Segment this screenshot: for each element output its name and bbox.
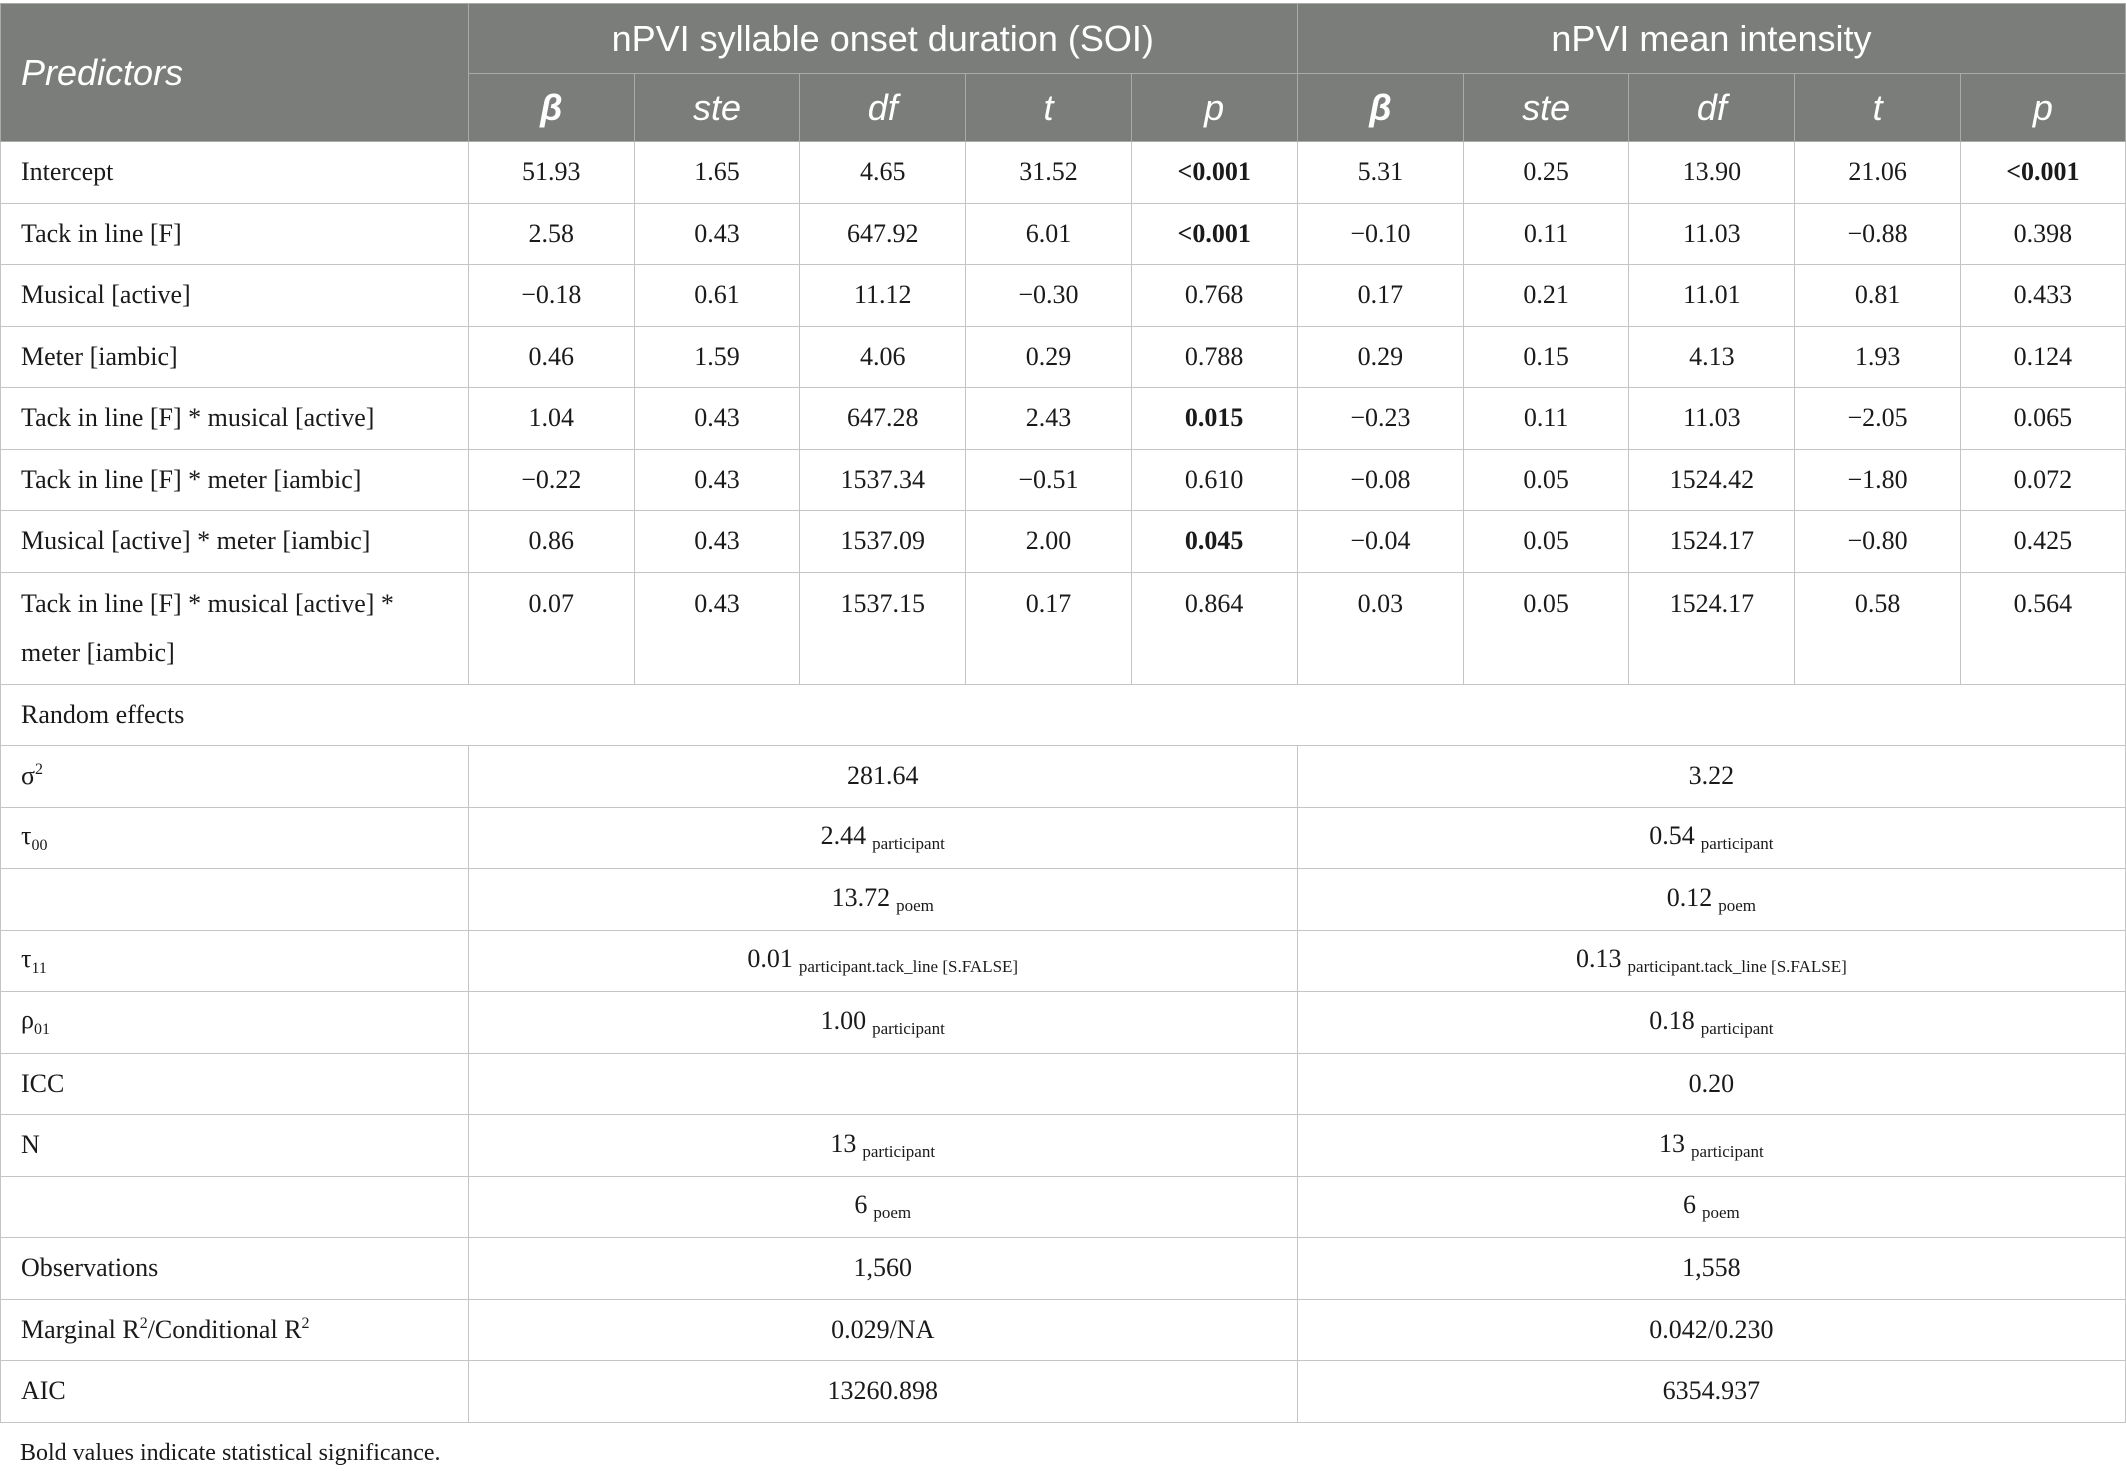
row-label: Tack in line [F]: [1, 203, 469, 265]
cell: −0.30: [966, 265, 1131, 327]
cell: 0.425: [1960, 511, 2125, 573]
row-label: Tack in line [F] * meter [iambic]: [1, 449, 469, 511]
cell: 0.46: [468, 326, 634, 388]
cell: 0.18 $_{participant}$: [1297, 992, 2125, 1054]
cell: 0.610: [1131, 449, 1297, 511]
row-label: $\rho_{01}$: [1, 992, 469, 1054]
cell: 0.398: [1960, 203, 2125, 265]
cell-significant: 0.045: [1131, 511, 1297, 573]
row-label: $\tau_{00}$: [1, 807, 469, 869]
group-header-soi: nPVI syllable onset duration (SOI): [468, 4, 1297, 74]
table-row: [1, 572, 2126, 684]
group-header-intensity: nPVI mean intensity: [1297, 4, 2125, 74]
row-label: AIC: [1, 1361, 469, 1423]
cell: 0.43: [634, 572, 799, 684]
cell-significant: <0.001: [1960, 142, 2125, 204]
cell: 11.03: [1629, 203, 1795, 265]
col-beta-left: β: [468, 74, 634, 142]
sigma2-row: [1, 746, 2126, 808]
col-beta-right: β: [1297, 74, 1463, 142]
cell: 0.07: [468, 572, 634, 684]
row-label: Observations: [1, 1238, 469, 1300]
row-label: Intercept: [1, 142, 469, 204]
cell: 6354.937: [1297, 1361, 2125, 1423]
cell: 1.00 $_{participant}$: [468, 992, 1297, 1054]
icc-row: [1, 1053, 2126, 1115]
results-table: [0, 3, 2126, 1423]
row-label: ICC: [1, 1053, 469, 1115]
section-row: [1, 684, 2126, 746]
cell: 1,560: [468, 1238, 1297, 1300]
cell: 0.15: [1464, 326, 1629, 388]
cell: 51.93: [468, 142, 634, 204]
cell: 0.25: [1464, 142, 1629, 204]
table-footnote: Bold values indicate statistical significance.: [20, 1440, 441, 1466]
cell: −0.23: [1297, 388, 1463, 450]
table-row: [1, 449, 2126, 511]
cell: 0.17: [966, 572, 1131, 684]
cell: 0.21: [1464, 265, 1629, 327]
cell: 0.86: [468, 511, 634, 573]
cell: 1.04: [468, 388, 634, 450]
cell: 11.12: [800, 265, 966, 327]
cell: 647.92: [800, 203, 966, 265]
cell: 1524.42: [1629, 449, 1795, 511]
cell: 0.43: [634, 388, 799, 450]
aic-row: [1, 1361, 2126, 1423]
tau00-row: [1, 807, 2126, 869]
cell: 0.29: [1297, 326, 1463, 388]
cell: 0.11: [1464, 203, 1629, 265]
row-label: Musical [active]: [1, 265, 469, 327]
cell: 2.00: [966, 511, 1131, 573]
cell: 4.06: [800, 326, 966, 388]
table-row: [1, 326, 2126, 388]
col-t-right: t: [1795, 74, 1960, 142]
row-label: Tack in line [F] * musical [active]: [1, 388, 469, 450]
cell: −0.08: [1297, 449, 1463, 511]
cell: 0.01 $_{participant.tack\_line [S.FALSE]}$: [468, 930, 1297, 992]
cell-significant: <0.001: [1131, 203, 1297, 265]
cell: 0.864: [1131, 572, 1297, 684]
row-label: [1, 1176, 469, 1238]
cell: 1537.09: [800, 511, 966, 573]
cell: 0.58: [1795, 572, 1960, 684]
col-p-right: p: [1960, 74, 2125, 142]
col-t-left: t: [966, 74, 1131, 142]
col-df-left: df: [800, 74, 966, 142]
cell: 13 $_{participant}$: [1297, 1115, 2125, 1177]
table-row: [1, 203, 2126, 265]
row-label: [1, 869, 469, 931]
cell: 0.029/NA: [468, 1299, 1297, 1361]
cell: 647.28: [800, 388, 966, 450]
cell: 0.43: [634, 203, 799, 265]
cell: 0.788: [1131, 326, 1297, 388]
cell: −0.22: [468, 449, 634, 511]
cell: 0.54 $_{participant}$: [1297, 807, 2125, 869]
row-label: Tack in line [F] * musical [active] * meter [iambic]: [1, 572, 469, 684]
cell: 2.44 $_{participant}$: [468, 807, 1297, 869]
cell: 0.065: [1960, 388, 2125, 450]
cell: 0.13 $_{participant.tack\_line [S.FALSE]}$: [1297, 930, 2125, 992]
cell: 0.03: [1297, 572, 1463, 684]
cell: −0.10: [1297, 203, 1463, 265]
cell: 6.01: [966, 203, 1131, 265]
cell: 0.042/0.230: [1297, 1299, 2125, 1361]
cell: 0.05: [1464, 511, 1629, 573]
cell: 1.65: [634, 142, 799, 204]
cell: 1,558: [1297, 1238, 2125, 1300]
tau11-row: [1, 930, 2126, 992]
cell: 0.43: [634, 449, 799, 511]
row-label: $\tau_{11}$: [1, 930, 469, 992]
row-label: $\sigma^2$: [1, 746, 469, 808]
cell: 0.29: [966, 326, 1131, 388]
cell: −0.88: [1795, 203, 1960, 265]
cell: 0.072: [1960, 449, 2125, 511]
cell: 0.05: [1464, 449, 1629, 511]
cell: 0.05: [1464, 572, 1629, 684]
cell: 6 $_{poem}$: [1297, 1176, 2125, 1238]
n-poem-row: [1, 1176, 2126, 1238]
random-effects-label: Random effects: [1, 684, 2126, 746]
cell: 281.64: [468, 746, 1297, 808]
rho01-row: [1, 992, 2126, 1054]
table-row: [1, 388, 2126, 450]
row-label: N: [1, 1115, 469, 1177]
cell: 2.58: [468, 203, 634, 265]
cell: 0.12 $_{poem}$: [1297, 869, 2125, 931]
cell: 0.768: [1131, 265, 1297, 327]
cell: 1537.15: [800, 572, 966, 684]
cell: 13 $_{participant}$: [468, 1115, 1297, 1177]
cell: 0.20: [1297, 1053, 2125, 1115]
cell: 2.43: [966, 388, 1131, 450]
col-p-left: p: [1131, 74, 1297, 142]
cell: −0.04: [1297, 511, 1463, 573]
col-ste-right: ste: [1464, 74, 1629, 142]
cell: 0.433: [1960, 265, 2125, 327]
cell: 13.90: [1629, 142, 1795, 204]
cell: 0.43: [634, 511, 799, 573]
cell: 0.61: [634, 265, 799, 327]
cell: 1524.17: [1629, 511, 1795, 573]
row-label: Musical [active] * meter [iambic]: [1, 511, 469, 573]
cell: 1.93: [1795, 326, 1960, 388]
cell: 0.124: [1960, 326, 2125, 388]
cell: −0.80: [1795, 511, 1960, 573]
col-df-right: df: [1629, 74, 1795, 142]
cell: 0.564: [1960, 572, 2125, 684]
table-row: [1, 511, 2126, 573]
row-label: Marginal $R^2$/Conditional $R^2$: [1, 1299, 469, 1361]
cell: −1.80: [1795, 449, 1960, 511]
cell: 13.72 $_{poem}$: [468, 869, 1297, 931]
cell: 0.11: [1464, 388, 1629, 450]
n-row: [1, 1115, 2126, 1177]
cell: 31.52: [966, 142, 1131, 204]
table-row: [1, 142, 2126, 204]
cell: −2.05: [1795, 388, 1960, 450]
cell: 11.03: [1629, 388, 1795, 450]
cell: 5.31: [1297, 142, 1463, 204]
predictors-header: Predictors: [1, 4, 469, 142]
cell: 1.59: [634, 326, 799, 388]
cell: 6 $_{poem}$: [468, 1176, 1297, 1238]
cell: 3.22: [1297, 746, 2125, 808]
cell: 4.13: [1629, 326, 1795, 388]
table-row: [1, 265, 2126, 327]
cell-significant: <0.001: [1131, 142, 1297, 204]
col-ste-left: ste: [634, 74, 799, 142]
cell: 4.65: [800, 142, 966, 204]
r2-row: [1, 1299, 2126, 1361]
observations-row: [1, 1238, 2126, 1300]
cell: 1537.34: [800, 449, 966, 511]
cell: 0.81: [1795, 265, 1960, 327]
cell: 21.06: [1795, 142, 1960, 204]
cell-significant: 0.015: [1131, 388, 1297, 450]
cell: 11.01: [1629, 265, 1795, 327]
cell: 1524.17: [1629, 572, 1795, 684]
cell: −0.51: [966, 449, 1131, 511]
cell: 13260.898: [468, 1361, 1297, 1423]
cell: 0.17: [1297, 265, 1463, 327]
cell: −0.18: [468, 265, 634, 327]
cell: [468, 1053, 1297, 1115]
tau00-poem-row: [1, 869, 2126, 931]
row-label: Meter [iambic]: [1, 326, 469, 388]
